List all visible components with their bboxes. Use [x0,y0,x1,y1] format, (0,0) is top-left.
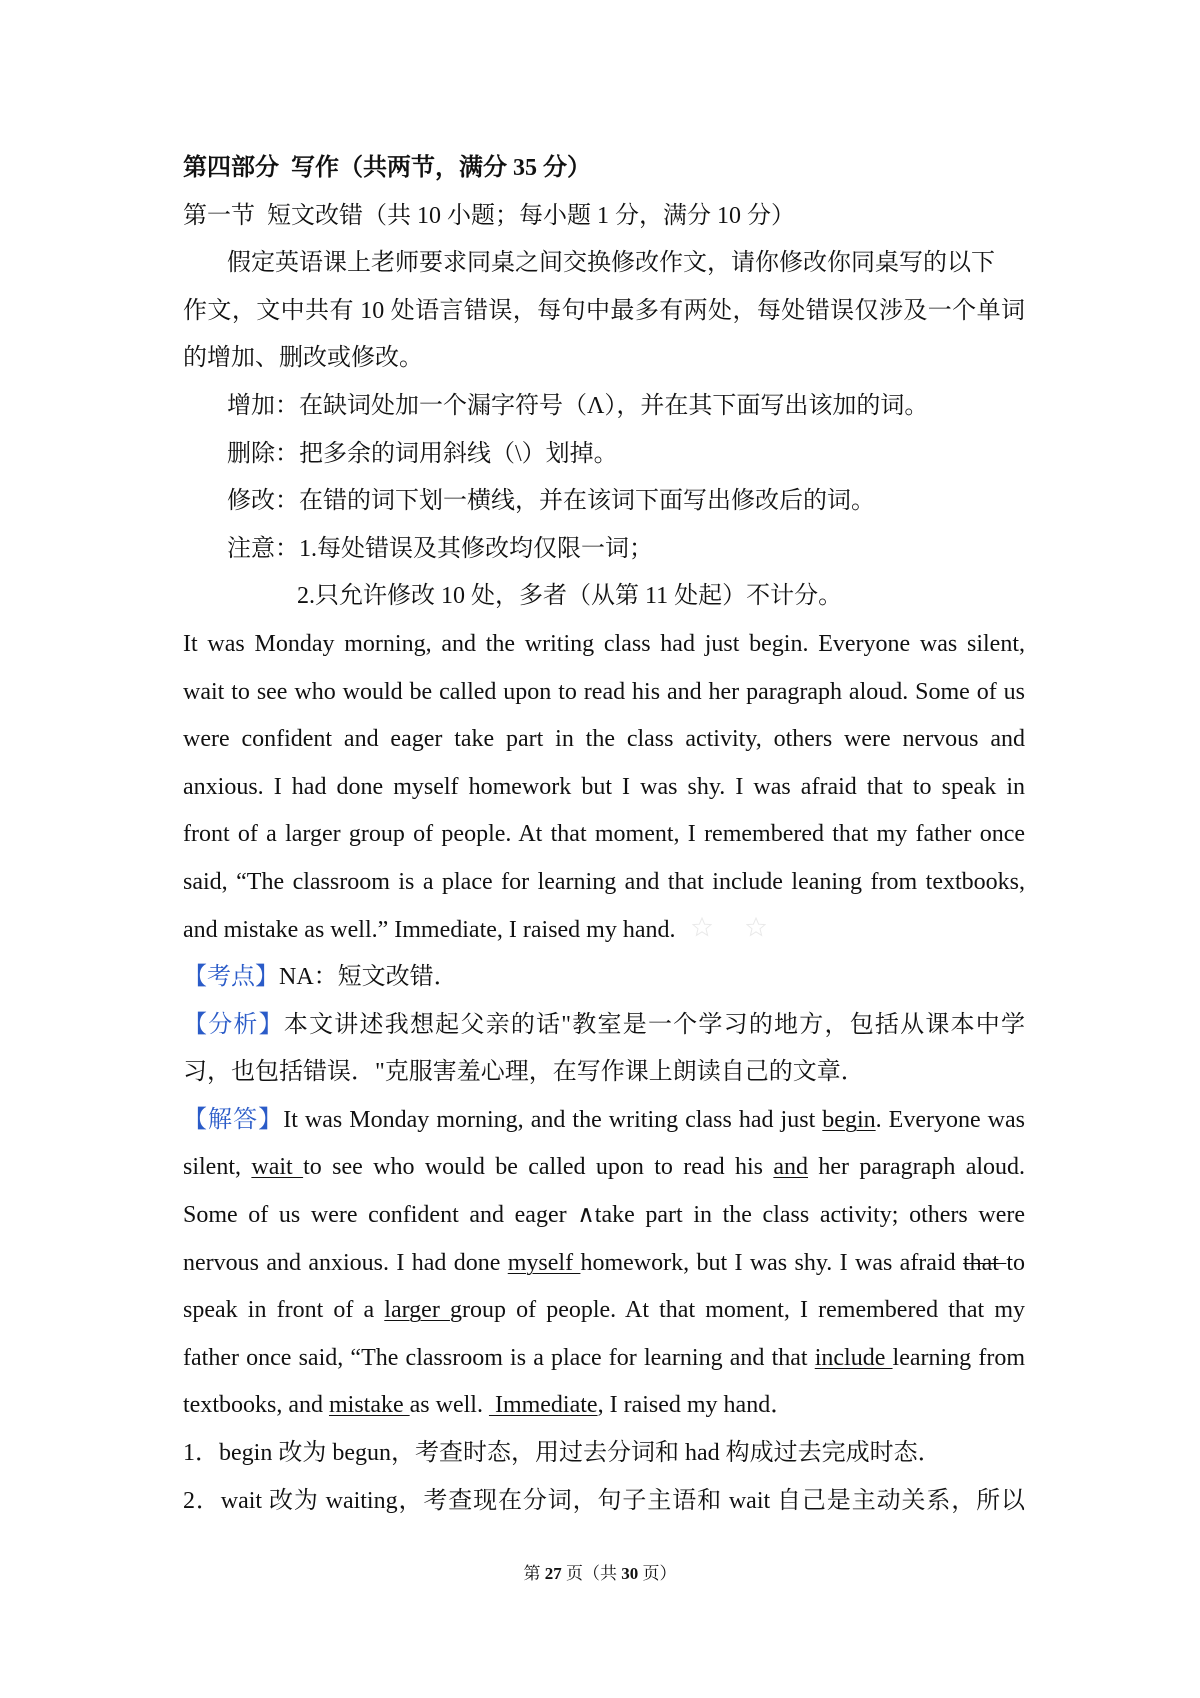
section-title: 第四部分 写作（共两节，满分 35 分） [183,155,591,181]
jieda-text: as well. [409,1392,489,1419]
jieda-line [183,1335,1025,1383]
passage-line: anxious. I had done myself homework but I was shy. I was afraid that to speak in [183,773,1025,800]
fenxi-line: 习，也包括错误．"克服害羞心理，在写作课上朗读自己的文章． [183,1059,865,1086]
corrected-word: larger [384,1297,450,1324]
corrected-word: myself [507,1249,581,1276]
jieda-text: to see who would be called upon to read his [303,1154,774,1181]
jieda-line [183,1240,1025,1288]
jieda-text: , I raised my hand． [597,1392,795,1419]
explanation-line: 2．wait 改为 waiting，考查现在分词，句子主语和 wait 自己是主动关系，所以 [183,1487,1025,1514]
instruction-line: 假定英语课上老师要求同桌之间交换修改作文，请你修改你同桌写的以下 [227,250,995,277]
document-page [183,145,1025,1525]
jieda-line [183,1144,1025,1192]
jieda-text: . Everyone was [875,1106,1026,1133]
jieda-line [183,1382,1025,1430]
passage-line: were confident and eager take part in the class activity, others were nervous and [183,726,1025,753]
jieda-tag: 【解答】 [183,1106,284,1133]
footer-middle: 页（共 [561,1564,622,1583]
watermark-icon [746,907,766,955]
rule-note-1: 注意：1.每处错误及其修改均仅限一词； [227,535,653,562]
jieda-line [183,1097,1025,1145]
jieda-text: It was Monday morning, and the writing class had just [283,1106,823,1133]
page-footer [0,1562,1200,1586]
instruction-line: 的增加、删改或修改。 [183,345,423,372]
jieda-text: speak in front of a [183,1297,385,1324]
corrected-word: include [814,1344,893,1371]
jieda-line [183,1287,1025,1335]
footer-prefix: 第 [523,1564,545,1583]
jieda-text: father once said, “The classroom is a place for learning and that [183,1344,815,1371]
deleted-word: that [962,1249,1007,1276]
passage-line: said, “The classroom is a place for learning and that include leaning from textbooks, [183,868,1025,895]
instruction-line: 作文，文中共有 10 处语言错误，每句中最多有两处，每处错误仅涉及一个单词 [183,297,1025,324]
explanation-line: 1．begin 改为 begun，考查时态，用过去分词和 had 构成过去完成时态． [183,1440,942,1467]
passage-line: front of a larger group of people. At that moment, I remembered that my father once [183,821,1025,848]
passage-line-last [183,907,1025,955]
rule-delete: 删除：把多余的词用斜线（\）划掉。 [227,440,618,467]
jieda-text: textbooks, and [183,1392,329,1419]
corrected-word: begin [822,1106,876,1133]
passage-line: wait to see who would be called upon to read his and her paragraph aloud. Some of us [183,678,1025,705]
page-number: 27 [544,1564,562,1583]
watermark-icon [692,907,712,955]
fenxi-line [183,1002,1025,1050]
rule-modify: 修改：在错的词下划一横线，并在该词下面写出修改后的词。 [227,488,875,515]
corrected-word: Immediate [488,1392,598,1419]
jieda-text: silent, [183,1154,252,1181]
corrected-word: and [773,1154,808,1181]
jieda-line: Some of us were confident and eager ∧take part in the class activity; others were [183,1202,1025,1229]
kaodian-tag: 【考点】 [183,964,279,991]
jieda-text: to [1006,1249,1026,1276]
jieda-text: nervous and anxious. I had done [183,1249,508,1276]
jieda-text: learning from [892,1344,1025,1371]
jieda-text: homework, but I was shy. I was afraid [580,1249,963,1276]
rule-note-2: 2.只允许修改 10 处，多者（从第 11 处起）不计分。 [297,583,843,610]
corrected-word: mistake [328,1392,410,1419]
corrected-word: wait [251,1154,304,1181]
footer-suffix: 页） [638,1564,677,1583]
fenxi-tag: 【分析】 [183,1011,284,1038]
jieda-text: group of people. At that moment, I remembered that my [449,1297,1026,1324]
jieda-text: her paragraph aloud. [808,1154,1026,1181]
section-subtitle: 第一节 短文改错（共 10 小题；每小题 1 分，满分 10 分） [183,202,795,229]
page-total: 30 [621,1564,639,1583]
kaodian-text: NA：短文改错． [279,964,458,991]
fenxi-text: 本文讲述我想起父亲的话"教室是一个学习的地方，包括从课本中学 [283,1011,1025,1038]
kaodian-line [183,954,1025,1002]
passage-line: It was Monday morning, and the writing class had just begin. Everyone was silent, [183,630,1025,657]
passage-text: and mistake as well.” Immediate, I raised my hand. [183,916,676,943]
rule-add: 增加：在缺词处加一个漏字符号（Λ），并在其下面写出该加的词。 [227,392,929,419]
